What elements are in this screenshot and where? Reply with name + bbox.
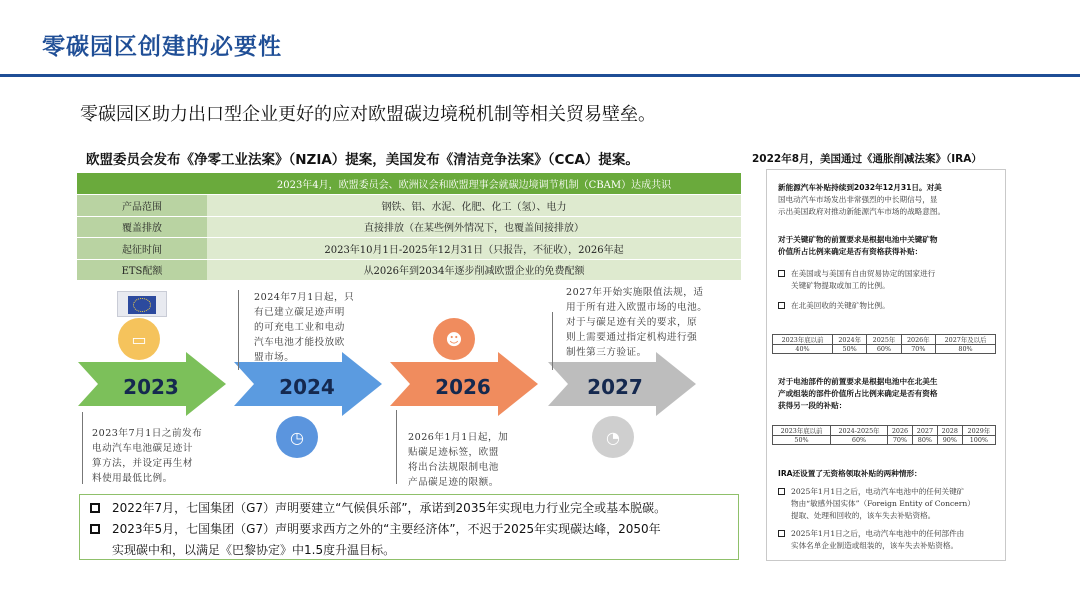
g7-item-2-continued: 实现碳中和，以满足《巴黎协定》中1.5度升温目标。 (112, 543, 396, 557)
ira-question-1 (778, 234, 937, 258)
note-2027 (566, 285, 707, 360)
table-cell: 100% (962, 436, 995, 445)
note-line: 电动汽车电池碳足迹计 (92, 443, 193, 454)
left-heading: 欧盟委员会发布《净零工业法案》（NZIA）提案，美国发布《清洁竞争法案》（CCA）提案。 (86, 152, 639, 168)
ira-line: 示出美国政府对推动新能源汽车市场的战略意图。 (778, 207, 946, 217)
year-label: 2024 (279, 375, 335, 399)
note-line: 料使用最低比例。 (92, 473, 173, 484)
table-cell: 2024年 (832, 335, 866, 345)
page-title: 零碳园区创建的必要性 (42, 34, 282, 60)
cbam-header-row (77, 173, 741, 195)
settings-icon: ◔ (592, 416, 634, 458)
g7-item-2 (90, 519, 661, 540)
table-cell: 40% (773, 345, 833, 354)
table-cell: 50% (773, 436, 831, 445)
g7-line: 2023年5月，七国集团（G7）声明要求西方之外的“主要经济体”，不迟于2025年实现碳达峰，2050年 (112, 522, 661, 536)
table-row (773, 426, 996, 436)
ira-heading: 2022年8月，美国通过《通胀削减法案》（IRA） (752, 153, 982, 165)
ira-line: 获得另一段的补贴： (778, 401, 847, 411)
ira-line: 关键矿物提取或加工的比例。 (791, 281, 890, 291)
clock-icon: ◷ (276, 416, 318, 458)
note-line: 2023年7月1日之前发布 (92, 428, 203, 439)
table-cell: 2027年及以后 (935, 335, 995, 345)
note-line: 2027年开始实施限值法规，适 (566, 287, 704, 298)
checkbox-square-icon (778, 270, 785, 277)
ira-line: 在美国或与美国有自由贸易协定的国家进行 (791, 269, 936, 278)
table-row (77, 216, 741, 238)
table-cell: 70% (901, 345, 935, 354)
cbam-table (77, 173, 741, 281)
note-line: 算方法，并设定再生材 (92, 458, 193, 469)
ira-line: 在北美回收的关键矿物比例。 (791, 301, 890, 310)
component-threshold-table (772, 425, 996, 445)
connector-line (552, 312, 553, 370)
table-row (77, 195, 741, 217)
ira-paragraph-1 (778, 182, 942, 194)
connector-line (82, 412, 83, 484)
note-line: 有已建立碳足迹声明 (254, 307, 345, 318)
note-line: 汽车电池才能投放欧 (254, 337, 345, 348)
note-line: 产品碳足迹的限额。 (408, 477, 499, 488)
year-label: 2027 (587, 375, 643, 399)
cbam-row-label: 产品范围 (77, 195, 207, 217)
g7-line: 2022年7月，七国集团（G7）声明要建立“气候俱乐部”，承诺到2035年实现电力行业完全或基本脱碳。 (112, 501, 667, 515)
year-label: 2023 (123, 375, 179, 399)
ira-bullet-3 (778, 486, 975, 523)
checkbox-square-icon (778, 302, 785, 309)
table-cell: 2029年 (962, 426, 995, 436)
note-line: 盟市场。 (254, 352, 295, 363)
connector-line (238, 290, 239, 370)
ira-line: 国电动汽车市场发出非常强烈的中长期信号，显 (778, 195, 938, 204)
table-row (773, 335, 996, 345)
note-line: 贴碳足迹标签，欧盟 (408, 447, 499, 458)
table-cell: 2025年 (867, 335, 901, 345)
year-label: 2026 (435, 375, 491, 399)
ira-question-2 (778, 376, 937, 413)
checkbox-square-icon (90, 524, 100, 534)
note-line: 的可充电工业和电动 (254, 322, 345, 333)
ira-bullet-2 (778, 300, 890, 312)
note-line: 将出台法规限制电池 (408, 462, 499, 473)
note-line: 用于所有进入欧盟市场的电池。 (566, 302, 708, 313)
ira-line: 对于关键矿物的前置要求是根据电池中关键矿物 (778, 235, 938, 244)
checkbox-square-icon (778, 530, 785, 537)
table-cell: 90% (937, 436, 962, 445)
cbam-row-label: 起征时间 (77, 238, 207, 260)
note-2024 (254, 290, 354, 365)
note-line: 2024年7月1日起，只 (254, 292, 355, 303)
cbam-row-label: ETS配额 (77, 259, 207, 281)
ira-paragraph-1-body (778, 194, 945, 218)
cbam-row-label: 覆盖排放 (77, 216, 207, 238)
table-cell: 2023年底以前 (773, 335, 833, 345)
table-row (77, 238, 741, 260)
ira-bullet-4 (778, 528, 964, 552)
table-cell: 2026 (888, 426, 913, 436)
note-line: 则上需要通过指定机构进行强 (566, 332, 698, 343)
table-cell: 50% (832, 345, 866, 354)
ira-line: 物由“敏感外国实体”（Foreign Entity of Concern） (791, 499, 975, 509)
ira-line: 对于电池部件的前置要求是根据电池中在北美生 (778, 377, 938, 386)
ira-line: 产或组装的部件价值所占比例来确定是否有资格 (778, 389, 938, 399)
ira-question-3: IRA还设置了无资格领取补贴的两种情形： (778, 469, 922, 478)
ira-line: 价值所占比例来确定是否有资格获得补贴： (778, 247, 923, 257)
ira-line: 提取、处理和回收的，该车失去补贴资格。 (791, 511, 936, 521)
ira-line: 实体名单企业制造或组装的，该车失去补贴资格。 (791, 541, 959, 551)
table-cell: 60% (830, 436, 887, 445)
table-cell: 80% (912, 436, 937, 445)
ira-bullet-1 (778, 268, 935, 292)
table-row (773, 345, 996, 354)
g7-item-1 (90, 498, 666, 519)
eu-flag-icon (117, 291, 167, 317)
table-cell: 70% (888, 436, 913, 445)
table-cell: 60% (867, 345, 901, 354)
title-rule (0, 74, 1080, 77)
table-cell: 2024-2025年 (830, 426, 887, 436)
table-row (773, 436, 996, 445)
people-icon: ☻ (433, 318, 475, 360)
cbam-row-value: 钢铁、铝、水泥、化肥、化工（氢）、电力 (207, 195, 741, 217)
ira-line: 2025年1月1日之后，电动汽车电池中的任何部件由 (791, 529, 965, 538)
note-line: 2026年1月1日起，加 (408, 432, 509, 443)
ira-line: 2025年1月1日之后，电动汽车电池中的任何关键矿 (791, 487, 965, 496)
table-cell: 2027 (912, 426, 937, 436)
checkbox-square-icon (90, 503, 100, 513)
cbam-row-value: 2023年10月1日-2025年12月31日（只报告，不征收），2026年起 (207, 238, 741, 260)
table-cell: 2023年底以前 (773, 426, 831, 436)
cbam-row-value: 从2026年到2034年逐步削减欧盟企业的免费配额 (207, 259, 741, 281)
note-line: 制性第三方验证。 (566, 347, 647, 358)
table-row (77, 259, 741, 281)
cbam-header: 2023年4月，欧盟委员会、欧洲议会和欧盟理事会就碳边境调节机制（CBAM）达成共识 (207, 173, 741, 195)
mineral-threshold-table (772, 334, 996, 354)
note-2026 (408, 430, 508, 490)
connector-line (396, 410, 397, 484)
document-icon: ▭ (118, 318, 160, 360)
cbam-row-value: 直接排放（在某些例外情况下，也覆盖间接排放） (207, 216, 741, 238)
table-cell: 2028 (937, 426, 962, 436)
note-line: 对于与碳足迹有关的要求，原 (566, 317, 698, 328)
ira-line: 新能源汽车补贴持续到2032年12月31日。对美 (778, 183, 942, 192)
cbam-header-corner (77, 173, 207, 195)
note-2023 (92, 426, 202, 486)
checkbox-square-icon (778, 488, 785, 495)
table-cell: 2026年 (901, 335, 935, 345)
table-cell: 80% (935, 345, 995, 354)
slide-subtitle: 零碳园区助力出口型企业更好的应对欧盟碳边境税机制等相关贸易壁垒。 (80, 104, 656, 125)
